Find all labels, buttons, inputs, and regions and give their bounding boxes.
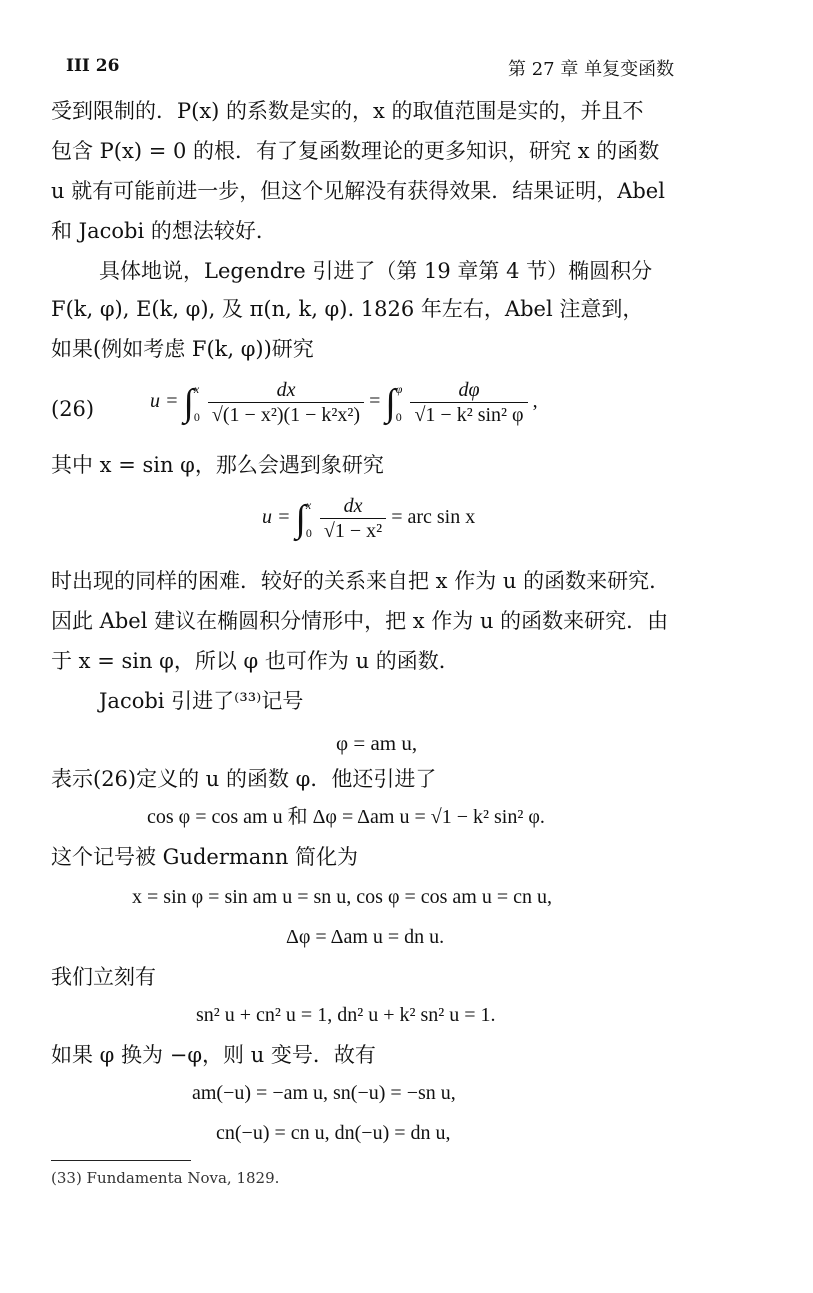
integral-sign: ∫ <box>385 381 396 424</box>
eq26-comma: , <box>532 390 538 413</box>
text-line: 包含 P(x) = 0 的根．有了复函数理论的更多知识，研究 x 的函数 <box>51 139 660 163</box>
footnote <box>51 1169 279 1187</box>
lower-limit: 0 <box>193 409 200 424</box>
lower-limit: 0 <box>305 525 312 540</box>
arcsin-denominator: √1 − x² <box>323 520 383 542</box>
text-line: 我们立刻有 <box>51 965 156 989</box>
text-line: 和 Jacobi 的想法较好． <box>51 219 277 243</box>
equals-sign: = <box>369 390 381 413</box>
arcsin-lhs: u = <box>262 506 291 529</box>
text-line: Jacobi 引进了⁽³³⁾记号 <box>99 689 304 713</box>
text-line: 具体地说，Legendre 引进了（第 19 章第 4 节）椭圆积分 <box>99 259 653 283</box>
equation-identities: sn² u + cn² u = 1, dn² u + k² sn² u = 1. <box>196 1004 496 1026</box>
equation-am: φ = am u, <box>336 731 418 755</box>
lower-limit: 0 <box>395 409 402 424</box>
text-line: 时出现的同样的困难．较好的关系来自把 x 作为 u 的函数来研究． <box>51 569 671 593</box>
equation-arcsin <box>262 494 475 543</box>
integral-sign: ∫ <box>295 497 306 540</box>
text-line: 表示(26)定义的 u 的函数 φ．他还引进了 <box>51 767 437 791</box>
text-line: 因此 Abel 建议在椭圆积分情形中，把 x 作为 u 的函数来研究．由 <box>51 609 669 633</box>
equation-negation-1: am(−u) = −am u, sn(−u) = −sn u, <box>192 1082 456 1104</box>
eq26-numerator-1: dx <box>208 378 364 403</box>
footnote-text: (33) Fundamenta Nova, 1829. <box>51 1169 280 1187</box>
equation-26 <box>150 378 538 427</box>
chapter-title: 第 27 章 单复变函数 <box>508 59 675 80</box>
equation-gudermann-2: Δφ = Δam u = dn u. <box>286 926 445 948</box>
upper-limit: x <box>193 381 200 396</box>
arcsin-numerator: dx <box>320 494 386 519</box>
equation-cos: cos φ = cos am u 和 Δφ = Δam u = √1 − k² sin² φ. <box>147 806 545 828</box>
page-number: III 26 <box>66 56 120 76</box>
equation-number: (26) <box>51 397 95 421</box>
text-line: 如果 φ 换为 −φ，则 u 变号．故有 <box>51 1043 376 1067</box>
text-line: 于 x = sin φ，所以 φ 也可作为 u 的函数． <box>51 649 460 673</box>
upper-limit: x <box>305 497 312 512</box>
eq26-denominator-2: √1 − k² sin² φ <box>414 404 524 426</box>
text-line: u 就有可能前进一步，但这个见解没有获得效果．结果证明，Abel <box>51 179 665 203</box>
integral-sign: ∫ <box>183 381 194 424</box>
text-line: 其中 x = sin φ，那么会遇到象研究 <box>51 453 384 477</box>
text-line: 如果(例如考虑 F(k, φ))研究 <box>51 337 314 361</box>
eq26-numerator-2: dφ <box>410 378 527 403</box>
upper-limit: φ <box>395 381 403 396</box>
text-line: 受到限制的．P(x) 的系数是实的，x 的取值范围是实的，并且不 <box>51 99 644 123</box>
footnote-rule <box>51 1160 191 1161</box>
equation-gudermann-1: x = sin φ = sin am u = sn u, cos φ = cos am u = cn u, <box>132 886 553 908</box>
text-line: 这个记号被 Gudermann 简化为 <box>51 845 359 869</box>
text-line: F(k, φ), E(k, φ), 及 π(n, k, φ). 1826 年左右，Abel 注意到， <box>51 297 644 321</box>
arcsin-rhs: = arc sin x <box>391 506 476 529</box>
eq26-denominator-1: √(1 − x²)(1 − k²x²) <box>211 404 361 426</box>
eq26-lhs: u = <box>150 390 179 413</box>
equation-negation-2: cn(−u) = cn u, dn(−u) = dn u, <box>216 1122 451 1144</box>
